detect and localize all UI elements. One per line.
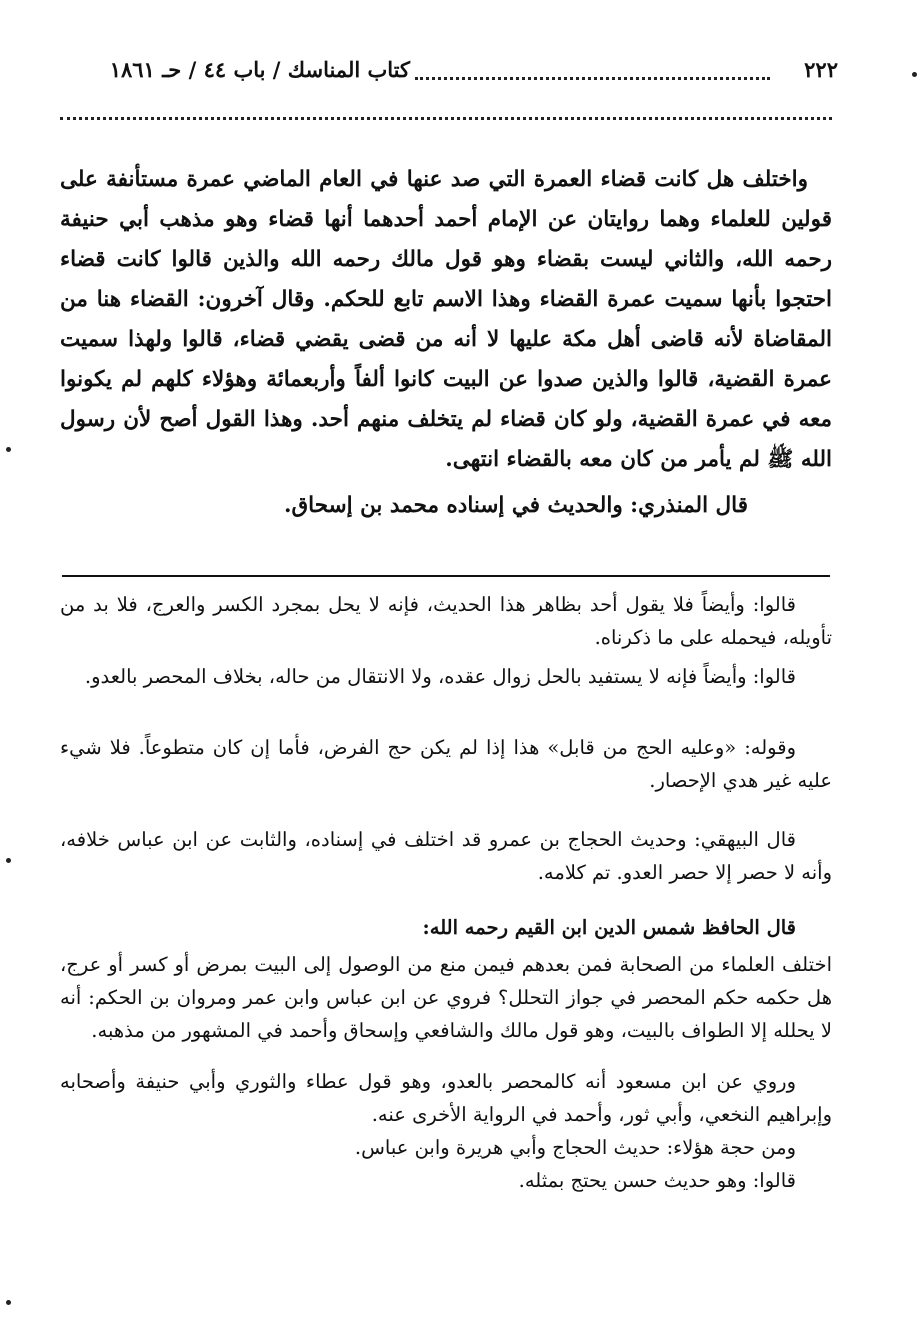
running-header	[60, 57, 840, 91]
commentary-text	[60, 588, 832, 1197]
commentary-paragraph-1: قالوا: وأيضاً فلا يقول أحد بظاهر هذا الحديث، فإنه لا يحل بمجرد الكسر والعرج، فلا بد من تأويله، فيحمله على ما ذكرناه.	[60, 593, 832, 649]
header-title: كتاب المناسك / باب ٤٤ / حـ ١٨٦١	[109, 57, 410, 82]
commentary-paragraph-3: وقوله: «وعليه الحج من قابل» هذا إذا لم يكن حج الفرض، فأما إن كان متطوعاً. فلا شيء عليه غير هدي الإحصار.	[60, 736, 832, 792]
commentary-paragraph-2: قالوا: وأيضاً فإنه لا يستفيد بالحل زوال عقده، ولا الانتقال من حاله، بخلاف المحصر بالعدو.	[84, 665, 796, 688]
page-number: ٢٢٢	[804, 57, 838, 82]
margin-mark	[6, 447, 11, 452]
mundhiri-quote: قال المنذري: والحديث في إسناده محمد بن إسحاق.	[284, 493, 748, 518]
main-paragraph: واختلف هل كانت قضاء العمرة التي صد عنها في العام الماضي عمرة مستأنفة على قولين للعلماء وهما روايتان عن الإمام أحمد أحدهما أنها قضاء وهو مذهب أبي حنيفة رحمه الله، والثاني ليست بقضاء وهو قول مالك رحمه الله والذين قالوا كانت قضاء احتجوا بأنها سميت عمرة القضاء وهذا الاسم تابع للحكم. وقال آخرون: القضاء هنا من المقاضاة لأنه قاضى أهل مكة عليها لا أنه من قضى يقضي قضاء، قالوا ولهذا سميت عمرة القضية، قالوا والذين صدوا عن البيت كانوا ألفاً وأربعمائة وهؤلاء كلهم لم يكونوا معه في عمرة القضية، ولو كان قضاء لم يتخلف منهم أحد. وهذا القول أصح لأن رسول الله ﷺ لم يأمر من كان معه بالقضاء انتهى.	[60, 167, 832, 472]
commentary-paragraph-7: ومن حجة هؤلاء: حديث الحجاج وأبي هريرة وابن عباس.	[354, 1136, 796, 1159]
commentary-paragraph-5: اختلف العلماء من الصحابة فمن بعدهم فيمن منع من الوصول إلى البيت بمرض أو كسر أو عرج، هل حكمه حكم المحصر في جواز التحلل؟ فروي عن ابن عباس وابن عمر ومروان بن الحكم: أنه لا يحلله إلا الطواف بالبيت، وهو قول مالك والشافعي وإسحاق وأحمد في المشهور من مذهبه.	[60, 953, 832, 1042]
margin-mark	[6, 1300, 11, 1305]
commentary-paragraph-6: وروي عن ابن مسعود أنه كالمحصر بالعدو، وهو قول عطاء والثوري وأبي حنيفة وأصحابه وإبراهيم النخعي، وأبي ثور، وأحمد في الرواية الأخرى عنه.	[60, 1070, 832, 1126]
main-text	[60, 160, 832, 526]
margin-mark	[6, 858, 11, 863]
dotted-separator	[60, 117, 832, 120]
commentary-paragraph-4: قال البيهقي: وحديث الحجاج بن عمرو قد اختلف في إسناده، والثابت عن ابن عباس خلافه، وأنه لا حصر إلا حصر العدو. تم كلامه.	[60, 828, 832, 884]
margin-mark	[912, 72, 917, 77]
ibn-qayyim-heading: قال الحافظ شمس الدين ابن القيم رحمه الله:	[422, 916, 796, 939]
commentary-separator	[62, 575, 830, 577]
commentary-paragraph-8: قالوا: وهو حديث حسن يحتج بمثله.	[518, 1169, 796, 1192]
header-dot-leader	[415, 77, 770, 80]
